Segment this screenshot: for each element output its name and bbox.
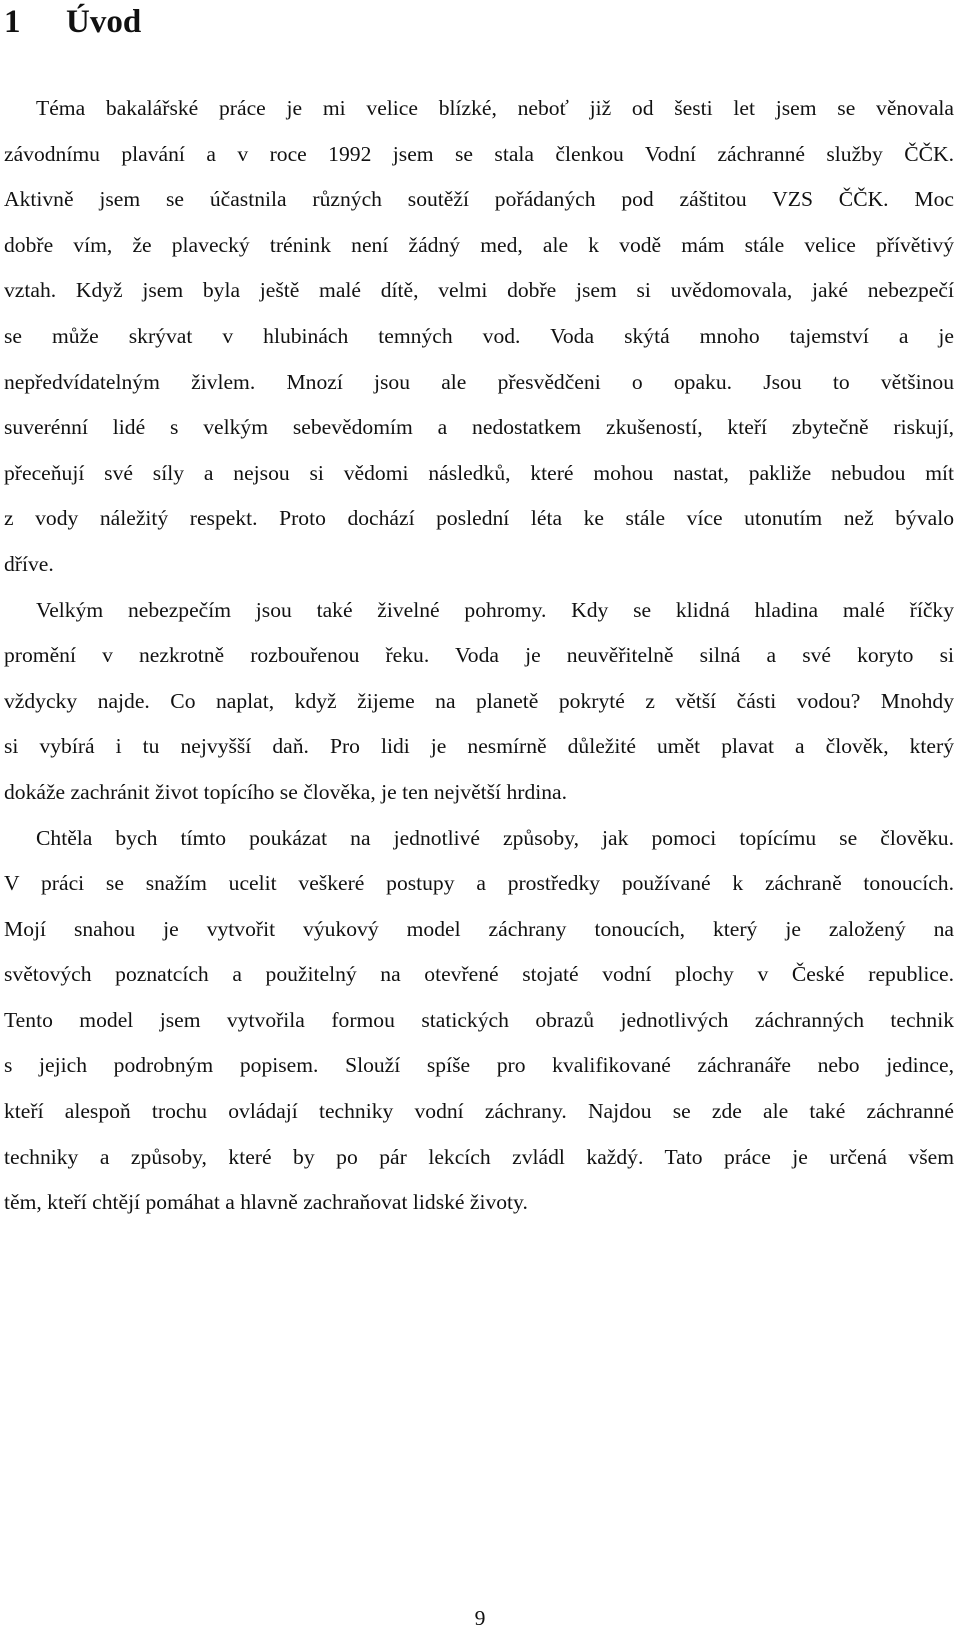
chapter-title: Úvod <box>66 4 142 40</box>
text-line: s jejich podrobným popisem. Slouží spíše pro kvalifikované záchranáře nebo jedince, <box>4 1053 954 1078</box>
text-line: dobře vím, že plavecký trénink není žádný med, ale k vodě mám stále velice přívětivý <box>4 232 954 257</box>
text-line: kteří alespoň trochu ovládají techniky vodní záchrany. Najdou se zde ale také záchranné <box>4 1099 954 1124</box>
paragraph <box>4 588 954 816</box>
text-line: vztah. Když jsem byla ještě malé dítě, velmi dobře jsem si uvědomovala, jaké nebezpečí <box>4 278 954 303</box>
text-line: si vybírá i tu nejvyšší daň. Pro lidi je nesmírně důležité umět plavat a člověk, který <box>4 734 954 759</box>
text-line: přeceňují své síly a nejsou si vědomi následků, které mohou nastat, pakliže nebudou mít <box>4 460 954 485</box>
text-line: z vody náležitý respekt. Proto dochází poslední léta ke stále více utonutím než bývalo <box>4 506 954 531</box>
paragraph <box>4 86 954 588</box>
text-line: Velkým nebezpečím jsou také živelné pohromy. Kdy se klidná hladina malé říčky <box>36 597 954 622</box>
document-body <box>4 86 954 1226</box>
paragraph <box>4 816 954 1226</box>
page-number: 9 <box>474 1606 486 1630</box>
text-line: dokáže zachránit život topícího se člověka, je ten největší hrdina. <box>4 779 568 804</box>
text-line: nepředvídatelným živlem. Mnozí jsou ale přesvědčeni o opaku. Jsou to většinou <box>4 369 954 394</box>
chapter-heading <box>4 0 141 44</box>
text-line: suverénní lidé s velkým sebevědomím a nedostatkem zkušeností, kteří zbytečně riskují, <box>4 415 954 440</box>
chapter-number: 1 <box>4 4 21 40</box>
text-line: Téma bakalářské práce je mi velice blízké, neboť již od šesti let jsem se věnovala <box>36 96 954 120</box>
text-line: promění v nezkrotně rozbouřenou řeku. Voda je neuvěřitelně silná a své koryto si <box>4 643 954 668</box>
text-line: dříve. <box>4 551 54 576</box>
text-line: se může skrývat v hlubinách temných vod. Voda skýtá mnoho tajemství a je <box>4 323 954 348</box>
text-line: závodnímu plavání a v roce 1992 jsem se stala členkou Vodní záchranné služby ČČK. <box>4 141 954 166</box>
text-line: Tento model jsem vytvořila formou statických obrazů jednotlivých záchranných technik <box>4 1007 954 1032</box>
text-line: techniky a způsoby, které by po pár lekcích zvládl každý. Tato práce je určená všem <box>4 1144 954 1169</box>
text-line: těm, kteří chtějí pomáhat a hlavně zachraňovat lidské životy. <box>4 1190 528 1215</box>
text-line: Chtěla bych tímto poukázat na jednotlivé způsoby, jak pomoci topícímu se člověku. <box>36 825 954 850</box>
text-line: Aktivně jsem se účastnila různých soutěží pořádaných pod záštitou VZS ČČK. Moc <box>4 187 954 212</box>
text-line: V práci se snažím ucelit veškeré postupy a prostředky používané k záchraně tonoucích. <box>4 871 954 896</box>
text-line: vždycky najde. Co naplat, když žijeme na planetě pokryté z větší části vodou? Mnohdy <box>4 688 954 713</box>
text-line: světových poznatcích a použitelný na otevřené stojaté vodní plochy v České republice. <box>4 962 954 987</box>
text-line: Mojí snahou je vytvořit výukový model záchrany tonoucích, který je založený na <box>4 916 954 941</box>
